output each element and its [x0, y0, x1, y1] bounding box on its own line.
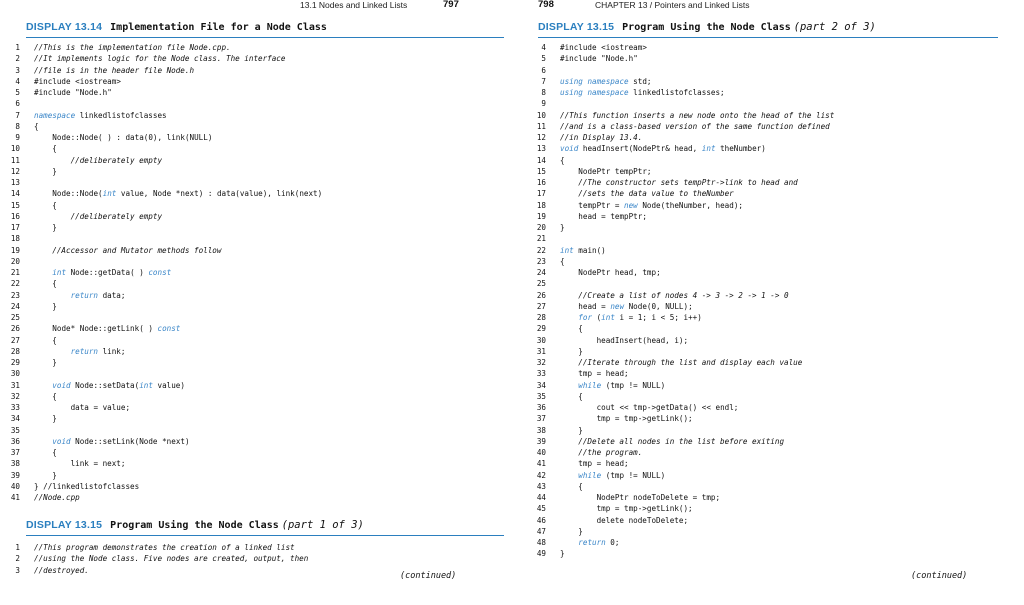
- code-text: headInsert(head, i);: [596, 335, 689, 345]
- code-text: int Node::getData( ) const: [52, 268, 172, 277]
- code-line: [526, 278, 834, 289]
- code-text: [20, 98, 34, 109]
- code-line: [526, 233, 834, 244]
- line-number: 9: [541, 99, 546, 109]
- line-number: 34: [10, 414, 20, 424]
- line-number: 42: [536, 470, 546, 480]
- code-text: tmp = tmp->getLink();: [596, 414, 693, 424]
- line-number: 36: [536, 403, 546, 412]
- line-number: 1: [15, 543, 20, 552]
- code-line: [0, 233, 322, 244]
- code-comment: //This is the implementation file Node.cpp.: [34, 43, 231, 52]
- code-line: [0, 211, 322, 222]
- line-number: 23: [536, 256, 546, 266]
- display-rule: [26, 37, 504, 38]
- code-line: [0, 121, 322, 132]
- line-number: 40: [10, 481, 20, 491]
- line-number: 4: [15, 76, 20, 86]
- line-number: 27: [536, 301, 546, 311]
- line-number: 41: [536, 459, 546, 469]
- code-line: [0, 290, 322, 301]
- display-13-15-part1-heading: [26, 519, 364, 533]
- code-text: {: [34, 448, 57, 457]
- code-text: [20, 233, 34, 244]
- display-title: Program Using the Node Class: [110, 520, 279, 531]
- display-label: DISPLAY 13.15: [26, 519, 103, 531]
- line-number: 31: [10, 380, 20, 390]
- code-line: [526, 380, 834, 391]
- code-line: [526, 166, 834, 177]
- display-title: Implementation File for a Node Class: [110, 22, 327, 33]
- code-text: link = next;: [70, 459, 126, 469]
- code-line: [526, 402, 834, 413]
- line-number: 3: [15, 65, 20, 75]
- code-text: }: [34, 166, 57, 176]
- code-line: [526, 87, 834, 98]
- code-line: [526, 290, 834, 301]
- line-number: 8: [541, 88, 546, 97]
- code-line: [0, 312, 322, 323]
- line-number: 38: [10, 459, 20, 469]
- code-comment: //file is in the header file Node.h: [34, 65, 195, 75]
- code-comment: //the program.: [560, 448, 643, 457]
- code-line: [526, 515, 834, 526]
- code-line: [526, 267, 834, 278]
- code-line: [526, 177, 834, 188]
- line-number: 14: [536, 155, 546, 165]
- display-subtitle: (part 2 of 3): [793, 21, 876, 33]
- code-text: while (tmp != NULL): [578, 380, 666, 390]
- line-number: 11: [536, 121, 546, 131]
- code-line: [526, 98, 834, 109]
- code-text: tempPtr = new Node(theNumber, head);: [578, 200, 743, 210]
- code-text: }: [560, 223, 565, 232]
- code-comment: //This function inserts a new node onto the head of the list: [560, 110, 835, 120]
- code-text: [20, 177, 34, 188]
- code-text: {: [560, 324, 583, 334]
- code-line: [526, 481, 834, 492]
- code-line: [0, 368, 322, 379]
- code-listing-13-14: [0, 42, 322, 503]
- code-comment: //sets the data value to theNumber: [560, 189, 734, 199]
- line-number: 13: [10, 178, 20, 187]
- code-line: [526, 346, 834, 357]
- code-text: {: [560, 391, 583, 401]
- line-number: 10: [536, 110, 546, 120]
- code-comment: //The constructor sets tempPtr->link to head and: [560, 178, 798, 187]
- code-comment: //This program demonstrates the creation of a linked list: [34, 543, 295, 552]
- code-line: [0, 357, 322, 368]
- code-text: head = tempPtr;: [578, 211, 647, 221]
- code-comment: //deliberately empty: [34, 211, 163, 221]
- line-number: 8: [15, 121, 20, 131]
- code-line: [0, 76, 322, 87]
- code-line: [0, 110, 322, 121]
- code-line: [526, 110, 834, 121]
- line-number: 6: [541, 65, 546, 75]
- code-line: [0, 188, 322, 199]
- code-line: [526, 53, 834, 64]
- code-text: }: [34, 301, 57, 311]
- code-listing-13-15-part1: [0, 542, 308, 576]
- code-text: data = value;: [70, 403, 131, 412]
- code-text: void Node::setLink(Node *next): [52, 436, 190, 446]
- code-line: [526, 76, 834, 87]
- code-text: {: [34, 391, 57, 401]
- code-comment: //destroyed.: [34, 565, 89, 575]
- line-number: 12: [10, 166, 20, 176]
- line-number: 30: [536, 335, 546, 345]
- code-text: {: [34, 335, 57, 345]
- code-text: return data;: [70, 290, 126, 300]
- line-number: 13: [536, 144, 546, 154]
- code-text: {: [34, 200, 57, 210]
- line-number: 41: [10, 493, 20, 502]
- code-text: }: [560, 425, 583, 435]
- line-number: 35: [10, 425, 20, 435]
- code-line: [0, 65, 322, 76]
- code-line: [0, 166, 322, 177]
- line-number: 45: [536, 504, 546, 514]
- line-number: 21: [10, 268, 20, 277]
- code-line: [0, 200, 322, 211]
- code-line: [0, 87, 322, 98]
- code-line: [526, 211, 834, 222]
- line-number: 6: [15, 99, 20, 109]
- code-text: NodePtr tempPtr;: [578, 166, 652, 176]
- code-text: {: [34, 144, 57, 154]
- display-rule: [538, 37, 998, 38]
- left-page-number: 797: [443, 0, 459, 10]
- code-comment: //Accessor and Mutator methods follow: [34, 245, 222, 255]
- code-line: [0, 492, 322, 503]
- code-text: [20, 368, 34, 379]
- line-number: 30: [10, 369, 20, 379]
- code-text: }: [34, 223, 57, 232]
- code-line: [0, 436, 322, 447]
- code-text: cout << tmp->getData() << endl;: [596, 403, 739, 412]
- line-number: 37: [10, 448, 20, 457]
- line-number: 23: [10, 290, 20, 300]
- code-text: }: [34, 414, 57, 424]
- code-text: [20, 312, 34, 323]
- code-text: {: [560, 481, 583, 491]
- line-number: 39: [536, 436, 546, 446]
- code-text: #include <iostream>: [560, 43, 647, 52]
- code-line: [526, 413, 834, 424]
- code-line: [0, 542, 308, 553]
- line-number: 9: [15, 133, 20, 142]
- display-label: DISPLAY 13.15: [538, 21, 615, 33]
- code-text: Node* Node::getLink( ) const: [52, 324, 181, 334]
- line-number: 38: [536, 425, 546, 435]
- display-subtitle: (part 1 of 3): [281, 519, 364, 531]
- code-line: [526, 188, 834, 199]
- code-text: namespace linkedlistofclasses: [34, 110, 167, 120]
- code-text: tmp = tmp->getLink();: [596, 504, 693, 514]
- code-line: [0, 155, 322, 166]
- code-line: [0, 177, 322, 188]
- line-number: 4: [541, 43, 546, 52]
- line-number: 15: [536, 166, 546, 176]
- line-number: 24: [536, 268, 546, 277]
- code-line: [526, 503, 834, 514]
- line-number: 18: [10, 234, 20, 244]
- line-number: 46: [536, 515, 546, 525]
- code-line: [526, 323, 834, 334]
- code-line: [0, 143, 322, 154]
- code-line: [526, 256, 834, 267]
- code-line: [0, 565, 308, 576]
- line-number: 29: [536, 324, 546, 334]
- code-comment: //Iterate through the list and display each value: [560, 358, 803, 367]
- line-number: 49: [536, 549, 546, 559]
- code-text: {: [560, 155, 565, 165]
- code-comment: //in Display 13.4.: [560, 133, 643, 142]
- code-text: delete nodeToDelete;: [596, 515, 689, 525]
- display-title: Program Using the Node Class: [622, 22, 791, 33]
- line-number: 14: [10, 189, 20, 199]
- code-line: [526, 312, 834, 323]
- line-number: 19: [10, 245, 20, 255]
- code-text: Node::Node( ) : data(0), link(NULL): [52, 133, 213, 142]
- code-line: [0, 98, 322, 109]
- code-text: #include "Node.h": [34, 88, 112, 97]
- code-comment: //Node.cpp: [34, 493, 80, 502]
- code-line: [526, 155, 834, 166]
- code-line: [0, 402, 322, 413]
- code-line: [526, 222, 834, 233]
- line-number: 36: [10, 436, 20, 446]
- line-number: 32: [10, 391, 20, 401]
- code-line: [0, 245, 322, 256]
- code-text: [20, 425, 34, 436]
- code-text: [20, 256, 34, 267]
- code-comment: //using the Node class. Five nodes are created, output, then: [34, 554, 309, 564]
- code-line: [0, 380, 322, 391]
- code-text: {: [34, 279, 57, 289]
- code-text: [546, 65, 560, 76]
- line-number: 21: [536, 234, 546, 244]
- code-text: tmp = head;: [578, 369, 629, 379]
- right-running-head: CHAPTER 13 / Pointers and Linked Lists: [595, 0, 750, 10]
- line-number: 18: [536, 200, 546, 210]
- line-number: 37: [536, 414, 546, 424]
- code-line: [526, 301, 834, 312]
- code-comment: //Create a list of nodes 4 -> 3 -> 2 -> 1 -> 0: [560, 290, 789, 300]
- code-text: head = new Node(0, NULL);: [578, 301, 693, 311]
- code-text: }: [560, 526, 583, 536]
- line-number: 2: [15, 554, 20, 564]
- code-line: [526, 121, 834, 132]
- code-line: [0, 132, 322, 143]
- display-13-14-heading: [26, 21, 327, 35]
- line-number: 15: [10, 200, 20, 210]
- code-line: [526, 537, 834, 548]
- left-running-head: 13.1 Nodes and Linked Lists: [300, 0, 408, 10]
- line-number: 10: [10, 144, 20, 154]
- code-line: [0, 323, 322, 334]
- code-line: [0, 346, 322, 357]
- code-comment: //Delete all nodes in the list before exiting: [560, 436, 785, 446]
- code-line: [0, 53, 322, 64]
- code-text: NodePtr head, tmp;: [578, 268, 661, 277]
- code-line: [526, 458, 834, 469]
- line-number: 47: [536, 526, 546, 536]
- line-number: 20: [10, 256, 20, 266]
- display-label: DISPLAY 13.14: [26, 21, 103, 33]
- code-line: [526, 447, 834, 458]
- line-number: 1: [15, 43, 20, 52]
- line-number: 11: [10, 155, 20, 165]
- code-text: }: [560, 346, 583, 356]
- code-text: [546, 98, 560, 109]
- code-comment: //and is a class-based version of the same function defined: [560, 121, 830, 131]
- right-page: [528, 0, 1024, 605]
- code-line: [526, 42, 834, 53]
- code-text: #include "Node.h": [560, 54, 638, 64]
- line-number: 26: [10, 324, 20, 334]
- code-text: using namespace linkedlistofclasses;: [560, 88, 725, 97]
- code-text: {: [560, 256, 565, 266]
- line-number: 3: [15, 565, 20, 575]
- code-line: [0, 222, 322, 233]
- line-number: 26: [536, 290, 546, 300]
- code-line: [526, 425, 834, 436]
- line-number: 22: [10, 279, 20, 289]
- code-line: [526, 548, 834, 559]
- display-13-15-part2-heading: [538, 21, 876, 35]
- code-line: [526, 368, 834, 379]
- code-line: [526, 470, 834, 481]
- line-number: 17: [10, 223, 20, 232]
- display-rule: [26, 535, 504, 536]
- line-number: 27: [10, 335, 20, 345]
- code-text: return 0;: [578, 538, 620, 547]
- code-line: [0, 267, 322, 278]
- line-number: 24: [10, 301, 20, 311]
- code-line: [0, 335, 322, 346]
- line-number: 28: [10, 346, 20, 356]
- code-text: int main(): [560, 245, 606, 255]
- line-number: 31: [536, 346, 546, 356]
- code-line: [0, 42, 322, 53]
- line-number: 33: [10, 403, 20, 412]
- code-comment: //deliberately empty: [34, 155, 163, 165]
- code-line: [526, 492, 834, 503]
- code-line: [0, 301, 322, 312]
- code-text: tmp = head;: [578, 459, 629, 469]
- line-number: 28: [536, 313, 546, 322]
- code-text: }: [560, 549, 565, 559]
- line-number: 25: [10, 313, 20, 322]
- code-text: Node::Node(int value, Node *next) : data(value), link(next): [52, 189, 323, 199]
- right-page-number: 798: [538, 0, 554, 10]
- code-text: for (int i = 1; i < 5; i++): [578, 313, 702, 322]
- code-line: [0, 481, 322, 492]
- line-number: 12: [536, 133, 546, 142]
- code-text: while (tmp != NULL): [578, 470, 666, 480]
- line-number: 25: [536, 279, 546, 289]
- code-line: [526, 335, 834, 346]
- line-number: 44: [536, 493, 546, 502]
- code-line: [0, 458, 322, 469]
- line-number: 19: [536, 211, 546, 221]
- code-comment: //It implements logic for the Node class. The interface: [34, 54, 286, 64]
- code-text: void Node::setData(int value): [52, 380, 185, 390]
- code-line: [0, 447, 322, 458]
- code-line: [526, 65, 834, 76]
- code-text: }: [34, 470, 57, 480]
- line-number: 7: [541, 76, 546, 86]
- line-number: 2: [15, 54, 20, 64]
- code-line: [526, 132, 834, 143]
- code-line: [526, 357, 834, 368]
- code-line: [526, 143, 834, 154]
- code-text: {: [34, 121, 39, 131]
- line-number: 16: [10, 211, 20, 221]
- line-number: 35: [536, 391, 546, 401]
- code-line: [0, 278, 322, 289]
- continued-note: (continued): [400, 571, 457, 581]
- line-number: 29: [10, 358, 20, 367]
- code-line: [0, 425, 322, 436]
- line-number: 22: [536, 245, 546, 255]
- line-number: 33: [536, 369, 546, 379]
- code-text: }: [34, 358, 57, 367]
- line-number: 20: [536, 223, 546, 232]
- code-text: #include <iostream>: [34, 76, 121, 86]
- code-text: [546, 233, 560, 244]
- line-number: 48: [536, 538, 546, 547]
- code-text: NodePtr nodeToDelete = tmp;: [596, 493, 721, 502]
- line-number: 16: [536, 178, 546, 187]
- code-line: [0, 391, 322, 402]
- continued-note: (continued): [911, 571, 968, 581]
- code-line: [0, 256, 322, 267]
- code-line: [526, 391, 834, 402]
- line-number: 34: [536, 380, 546, 390]
- line-number: 7: [15, 110, 20, 120]
- code-text: } //linkedlistofclasses: [34, 481, 140, 491]
- line-number: 17: [536, 189, 546, 199]
- code-line: [0, 413, 322, 424]
- code-line: [526, 200, 834, 211]
- line-number: 39: [10, 470, 20, 480]
- code-text: void headInsert(NodePtr& head, int theNumber): [560, 144, 766, 154]
- code-text: [546, 278, 560, 289]
- code-line: [526, 245, 834, 256]
- line-number: 5: [541, 54, 546, 64]
- code-text: return link;: [70, 346, 126, 356]
- code-text: using namespace std;: [560, 76, 652, 86]
- line-number: 32: [536, 358, 546, 367]
- code-listing-13-15-part2: [526, 42, 834, 560]
- line-number: 43: [536, 481, 546, 491]
- code-line: [526, 526, 834, 537]
- code-line: [0, 553, 308, 564]
- code-line: [0, 470, 322, 481]
- line-number: 5: [15, 88, 20, 97]
- code-line: [526, 436, 834, 447]
- line-number: 40: [536, 448, 546, 457]
